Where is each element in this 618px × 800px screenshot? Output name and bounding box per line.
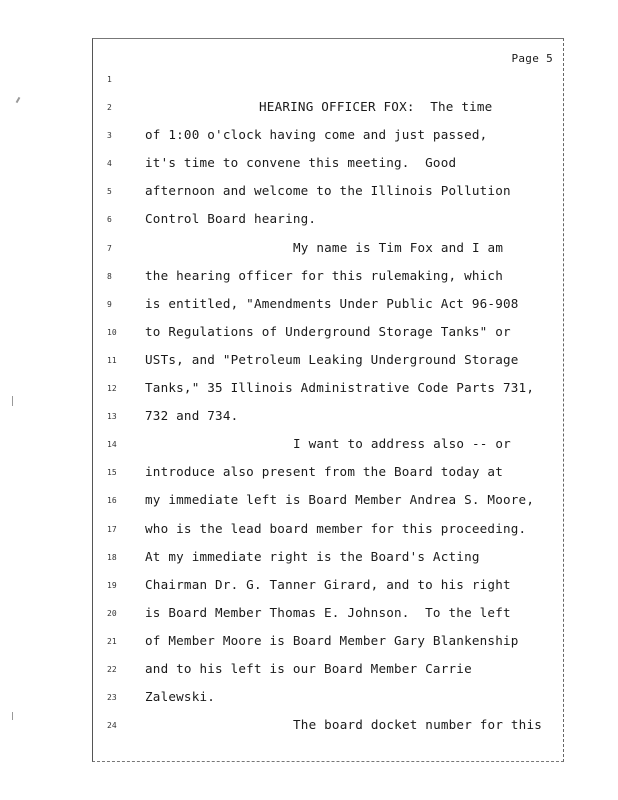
line-text: At my immediate right is the Board's Acting — [145, 548, 480, 564]
line-number: 15 — [107, 468, 117, 478]
line-text: Zalewski. — [145, 689, 216, 705]
line-text: The board docket number for this — [293, 717, 543, 733]
transcript-frame — [92, 38, 564, 762]
transcript-line — [93, 66, 563, 94]
line-number: 5 — [107, 187, 112, 197]
scan-mark — [12, 712, 13, 720]
transcript-line — [93, 487, 563, 515]
line-text: is entitled, "Amendments Under Public Act 96-908 — [145, 295, 519, 311]
line-text: my immediate left is Board Member Andrea S. Moore, — [145, 492, 535, 508]
line-number: 13 — [107, 412, 117, 422]
line-text: of 1:00 o'clock having come and just passed, — [145, 127, 488, 143]
transcript-line — [93, 459, 563, 487]
transcript-line — [93, 122, 563, 150]
line-text: Tanks," 35 Illinois Administrative Code Parts 731, — [145, 380, 535, 396]
line-number: 24 — [107, 721, 117, 731]
line-number: 22 — [107, 664, 117, 674]
line-number: 10 — [107, 327, 117, 337]
line-number: 12 — [107, 384, 117, 394]
transcript-line — [93, 375, 563, 403]
line-number: 14 — [107, 440, 117, 450]
line-number: 8 — [107, 271, 112, 281]
line-text: it's time to convene this meeting. Good — [145, 155, 457, 171]
line-number: 19 — [107, 580, 117, 590]
transcript-line — [93, 403, 563, 431]
transcript-line — [93, 150, 563, 178]
transcript-line — [93, 628, 563, 656]
line-number: 16 — [107, 496, 117, 506]
line-text: HEARING OFFICER FOX: The time — [259, 99, 493, 115]
line-text: of Member Moore is Board Member Gary Blankenship — [145, 632, 519, 648]
line-text: My name is Tim Fox and I am — [293, 239, 504, 255]
line-text: USTs, and "Petroleum Leaking Underground Storage — [145, 351, 519, 367]
line-text: Chairman Dr. G. Tanner Girard, and to his right — [145, 576, 511, 592]
line-text: I want to address also -- or — [293, 436, 511, 452]
transcript-line — [93, 572, 563, 600]
transcript-line — [93, 656, 563, 684]
line-text: and to his left is our Board Member Carrie — [145, 660, 472, 676]
transcript-line — [93, 347, 563, 375]
line-number: 4 — [107, 159, 112, 169]
page-number: Page 5 — [511, 52, 553, 65]
transcript-line — [93, 206, 563, 234]
transcript-line — [93, 544, 563, 572]
transcript-line — [93, 712, 563, 740]
line-number: 20 — [107, 608, 117, 618]
line-number: 18 — [107, 552, 117, 562]
line-number: 7 — [107, 243, 112, 253]
transcript-line — [93, 178, 563, 206]
transcript-line — [93, 94, 563, 122]
line-number: 21 — [107, 636, 117, 646]
transcript-line — [93, 516, 563, 544]
line-text: Control Board hearing. — [145, 211, 317, 227]
transcript-line — [93, 600, 563, 628]
line-number: 23 — [107, 693, 117, 703]
line-number: 2 — [107, 103, 112, 113]
line-text: afternoon and welcome to the Illinois Pollution — [145, 183, 511, 199]
line-number: 11 — [107, 355, 117, 365]
scan-mark — [16, 97, 21, 103]
scan-mark — [12, 396, 13, 406]
line-text: is Board Member Thomas E. Johnson. To the left — [145, 604, 511, 620]
line-number: 1 — [107, 75, 112, 84]
transcript-line — [93, 263, 563, 291]
transcript-line — [93, 319, 563, 347]
line-text: the hearing officer for this rulemaking, which — [145, 267, 503, 283]
line-text: 732 and 734. — [145, 408, 239, 424]
line-text: to Regulations of Underground Storage Tanks" or — [145, 323, 511, 339]
line-number: 3 — [107, 131, 112, 141]
line-number: 6 — [107, 215, 112, 225]
line-number: 9 — [107, 299, 112, 309]
transcript-lines — [93, 66, 563, 740]
line-number: 17 — [107, 524, 117, 534]
line-text: who is the lead board member for this proceeding. — [145, 520, 527, 536]
transcript-line — [93, 235, 563, 263]
transcript-line — [93, 431, 563, 459]
transcript-line — [93, 291, 563, 319]
line-text: introduce also present from the Board today at — [145, 464, 503, 480]
transcript-line — [93, 684, 563, 712]
